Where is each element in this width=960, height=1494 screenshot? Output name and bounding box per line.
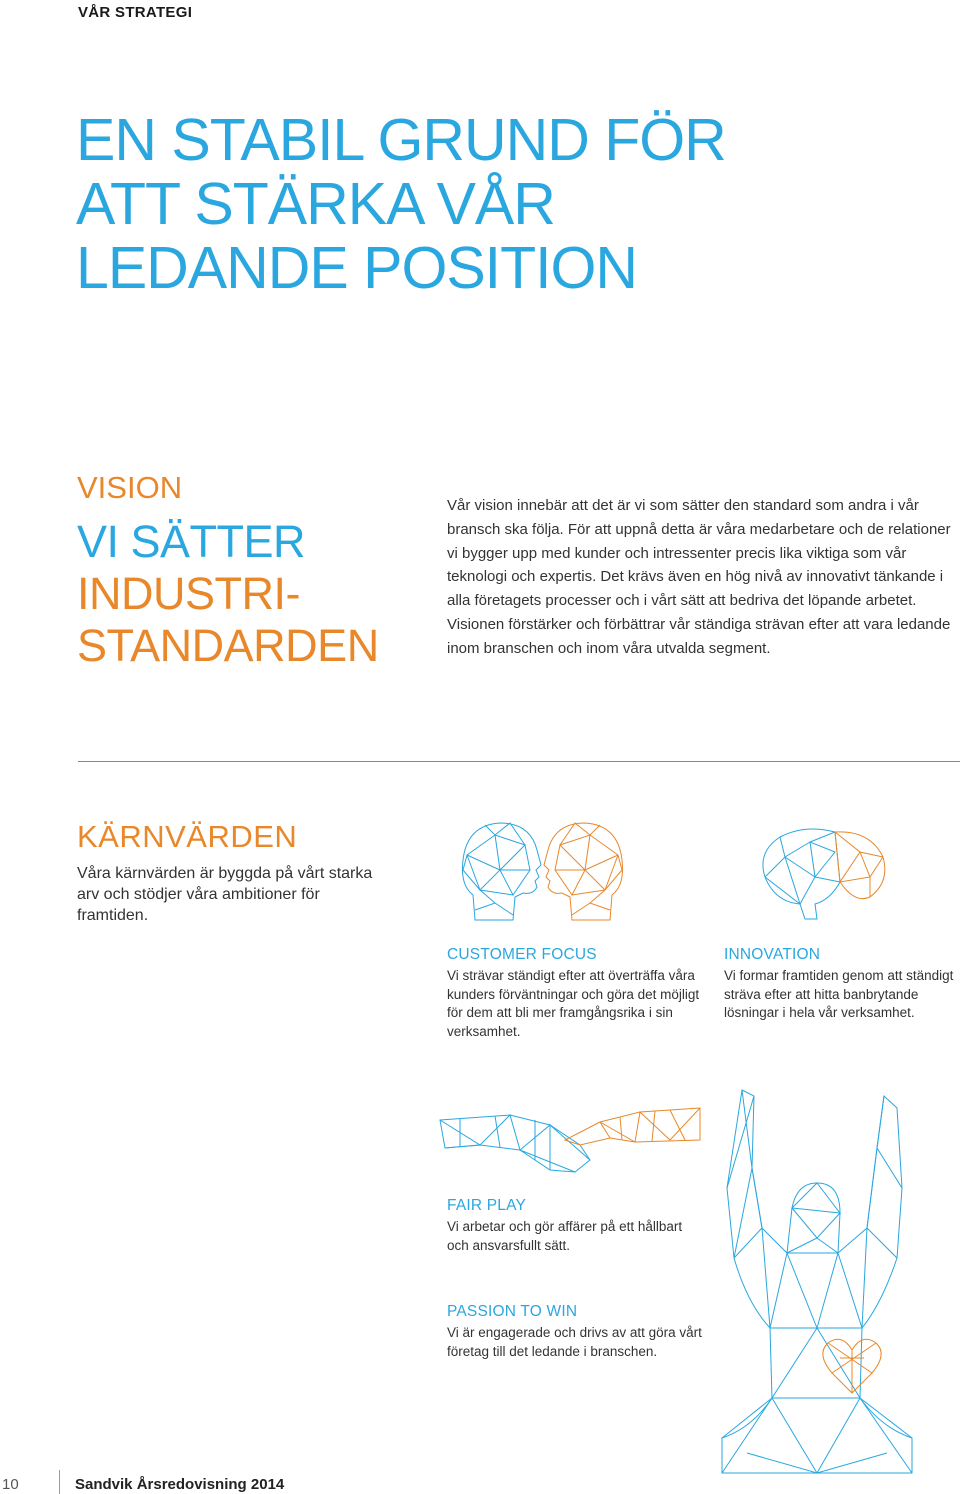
core-value-text: Vi är engagerade och drivs av att göra vårt företag till det ledande i branschen. — [447, 1325, 702, 1359]
core-value-fair-play — [447, 1197, 687, 1255]
heads-icon — [455, 815, 630, 925]
section-label: VÅR STRATEGI — [78, 4, 193, 21]
core-value-innovation — [724, 946, 954, 1023]
core-values-title: KÄRNVÄRDEN — [77, 819, 298, 854]
publication-name: Sandvik Årsredovisning 2014 — [75, 1476, 285, 1493]
handshake-icon — [440, 1100, 700, 1180]
page-title-line-1: EN STABIL GRUND FÖR — [76, 107, 726, 173]
page-title-line-3: LEDANDE POSITION — [76, 235, 638, 301]
vision-title — [77, 516, 379, 672]
core-value-passion-to-win — [447, 1303, 737, 1361]
brain-icon — [755, 822, 890, 922]
vision-title-line-3: STANDARDEN — [77, 620, 379, 671]
core-values-description: Våra kärnvärden är byggda på vårt starka arv och stödjer våra ambitioner för framtiden. — [77, 865, 373, 924]
core-value-title: INNOVATION — [724, 946, 821, 963]
page-number: 10 — [2, 1476, 19, 1493]
core-value-title: CUSTOMER FOCUS — [447, 946, 597, 963]
vision-body-text: Vår vision innebär att det är vi som sätter den standard som andra i vår bransch ska följa. För att uppnå detta är våra medarbetare och de relationer vi bygger upp med kunder och intressenter precis lika viktiga som vår teknologi och expertis. Det krävs även en hög nivå av innovativt tänkande i alla företagets processer och i vårt sätt att bedriva det löpande arbetet. Visionen förstärker och förbättrar vår ständiga strävan efter att vara ledande inom branschen och inom våra utvalda segment. — [447, 497, 951, 657]
core-value-text: Vi formar framtiden genom att ständigt sträva efter att hitta banbrytande lösningar i hela vår verksamhet. — [724, 968, 954, 1020]
section-divider — [78, 761, 960, 762]
vision-label: VISION — [77, 470, 183, 505]
vision-title-line-2: INDUSTRI- — [77, 568, 300, 619]
core-value-text: Vi arbetar och gör affärer på ett hållbart och ansvarsfullt sätt. — [447, 1219, 683, 1253]
vision-title-line-1: VI SÄTTER — [77, 516, 306, 567]
core-value-customer-focus — [447, 946, 707, 1041]
page-title — [76, 108, 726, 300]
core-value-title: FAIR PLAY — [447, 1197, 527, 1214]
page-title-line-2: ATT STÄRKA VÅR — [76, 171, 555, 237]
footer-divider — [59, 1470, 60, 1494]
core-value-text: Vi strävar ständigt efter att överträffa våra kunders förväntningar och göra det möjligt för dem att bli mer framgångsrika i sin verksamhet. — [447, 968, 700, 1039]
person-heart-icon — [712, 1088, 922, 1473]
core-value-title: PASSION TO WIN — [447, 1303, 578, 1320]
